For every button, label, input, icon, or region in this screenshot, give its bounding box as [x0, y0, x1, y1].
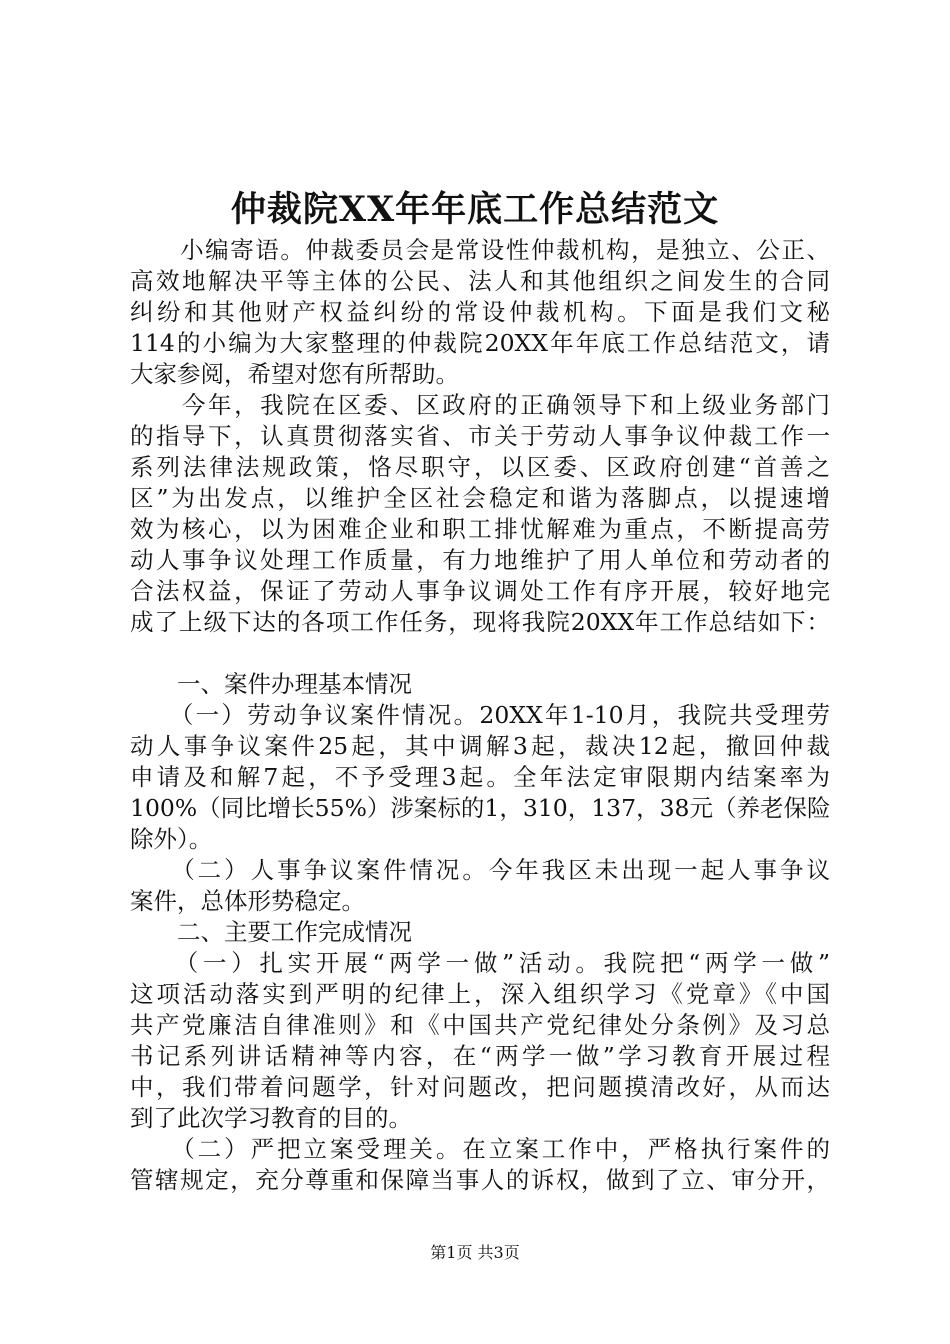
body-line: 成了上级下达的各项工作任务，现将我院20XX年工作总结如下： [130, 608, 830, 636]
body-line: 管辖规定，充分尊重和保障当事人的诉权，做到了立、审分开， [130, 1166, 830, 1194]
document-title: 仲裁院XX年年底工作总结范文 [230, 189, 720, 230]
body-line: 小编寄语。仲裁委员会是常设性仲裁机构，是独立、公正、 [130, 236, 830, 264]
body-line: 共产党廉洁自律准则》和《中国共产党纪律处分条例》及习总 [130, 1011, 830, 1039]
body-line: 效为核心，以为困难企业和职工排忧解难为重点，不断提高劳 [130, 515, 830, 543]
body-line: 系列法律法规政策，恪尽职守，以区委、区政府创建“首善之 [130, 453, 830, 481]
document-body [130, 235, 830, 1196]
body-line: 动人事争议案件25起，其中调解3起，裁决12起，撤回仲裁 [130, 732, 830, 760]
body-line: 合法权益，保证了劳动人事争议调处工作有序开展，较好地完 [130, 577, 830, 605]
body-line: 书记系列讲话精神等内容，在“两学一做”学习教育开展过程 [130, 1042, 830, 1070]
body-line: （二）严把立案受理关。在立案工作中，严格执行案件的 [130, 1135, 830, 1163]
body-line: 除外）。 [130, 825, 213, 853]
body-line: 案件，总体形势稳定。 [130, 887, 365, 915]
body-line: 这项活动落实到严明的纪律上，深入组织学习《党章》《中国 [130, 980, 830, 1008]
body-line: 高效地解决平等主体的公民、法人和其他组织之间发生的合同 [130, 267, 830, 295]
body-line: 动人事争议处理工作质量，有力地维护了用人单位和劳动者的 [130, 546, 830, 574]
body-line: 区”为出发点，以维护全区社会稳定和谐为落脚点，以提速增 [130, 484, 830, 512]
paragraph-gap [130, 638, 830, 669]
body-line: 中，我们带着问题学，针对问题改，把问题摸清改好，从而达 [130, 1073, 830, 1101]
body-line: 的指导下，认真贯彻落实省、市关于劳动人事争议仲裁工作一 [130, 422, 830, 450]
body-line: 今年，我院在区委、区政府的正确领导下和上级业务部门 [130, 391, 830, 419]
body-line: 到了此次学习教育的目的。 [130, 1104, 412, 1132]
body-line: 申请及和解7起，不予受理3起。全年法定审限期内结案率为 [130, 763, 830, 791]
section-heading: 一、案件办理基本情况 [130, 670, 412, 698]
body-line: 大家参阅，希望对您有所帮助。 [130, 360, 459, 388]
body-line: （一）劳动争议案件情况。20XX年1-10月，我院共受理劳 [130, 701, 830, 729]
body-line: （一）扎实开展“两学一做”活动。我院把“两学一做” [130, 949, 830, 977]
body-line: （二）人事争议案件情况。今年我区未出现一起人事争议 [130, 856, 830, 884]
body-line: 114的小编为大家整理的仲裁院20XX年年底工作总结范文，请 [130, 329, 830, 357]
page-footer: 第1页 共3页 [430, 1243, 520, 1262]
body-line: 100%（同比增长55%）涉案标的1，310，137，38元（养老保险 [130, 794, 831, 822]
body-line: 纠纷和其他财产权益纠纷的常设仲裁机构。下面是我们文秘 [130, 298, 830, 326]
section-heading: 二、主要工作完成情况 [130, 918, 412, 946]
